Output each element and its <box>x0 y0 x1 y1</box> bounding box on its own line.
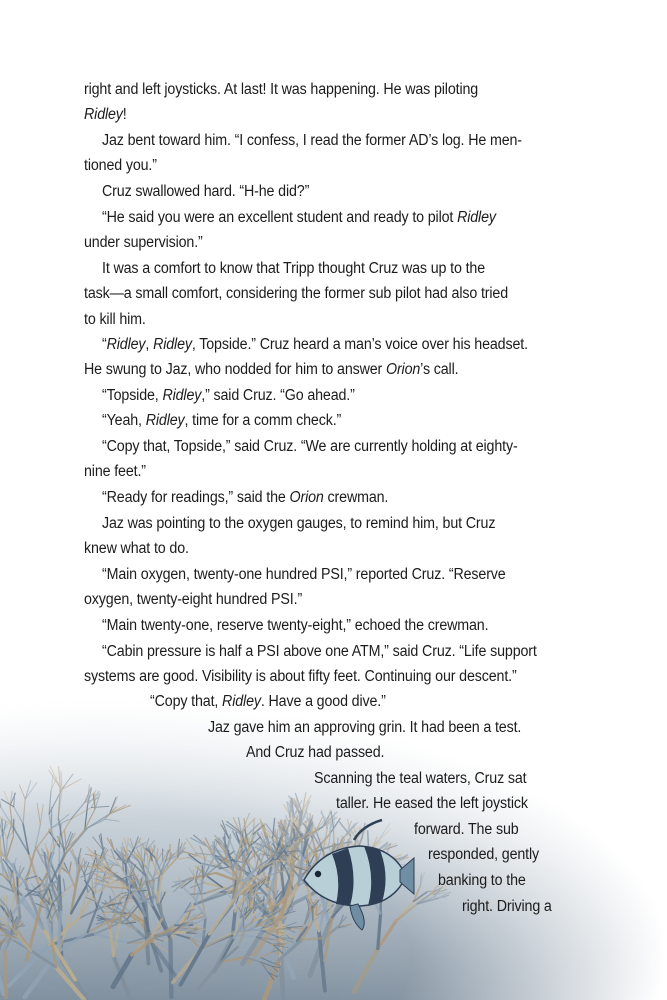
text-line <box>84 591 302 609</box>
text-segment: And Cruz had passed. <box>246 744 385 761</box>
text-segment: task—a small comfort, considering the former sub pilot had also tried <box>84 285 509 302</box>
text-segment: “Main twenty-one, reserve twenty-eight,” echoed the crewman. <box>102 617 489 634</box>
text-segment: right and left joysticks. At last! It was happening. He was piloting <box>84 81 479 98</box>
text-segment: to kill him. <box>84 311 146 328</box>
text-segment: taller. He eased the left joystick <box>336 795 528 812</box>
text-line <box>84 81 478 99</box>
text-segment: Scanning the teal waters, Cruz sat <box>314 770 527 787</box>
text-line <box>84 311 146 329</box>
text-line <box>102 336 528 354</box>
text-line <box>102 209 496 227</box>
text-segment: . Have a good dive.” <box>260 693 386 710</box>
text-segment: nine feet.” <box>84 463 146 480</box>
text-line <box>84 463 146 481</box>
text-segment: “Yeah, <box>102 412 146 429</box>
text-segment: “Copy that, Topside,” said Cruz. “We are currently holding at eighty- <box>102 438 518 455</box>
text-line <box>102 387 355 405</box>
text-line <box>150 693 386 711</box>
text-segment: , Topside.” Cruz heard a man’s voice over his headset. <box>191 336 528 353</box>
text-line <box>102 617 488 635</box>
text-line <box>208 719 521 737</box>
text-line <box>102 489 388 507</box>
italic-text: Orion <box>289 489 324 506</box>
text-segment: systems are good. Visibility is about fifty feet. Continuing our descent.” <box>84 668 517 685</box>
text-segment: “Copy that, <box>150 693 223 710</box>
text-line <box>84 106 127 124</box>
text-line <box>84 157 157 175</box>
text-line <box>246 744 384 762</box>
text-segment: , time for a comm check.” <box>184 412 342 429</box>
italic-text: Ridley <box>457 209 496 226</box>
text-line <box>102 515 495 533</box>
text-segment: responded, gently <box>428 846 540 863</box>
text-segment: oxygen, twenty-eight hundred PSI.” <box>84 591 303 608</box>
text-segment: Cruz swallowed hard. “H-he did?” <box>102 183 310 200</box>
text-segment: “ <box>102 336 107 353</box>
text-segment: right. Driving a <box>462 898 552 915</box>
text-line <box>102 566 506 584</box>
text-line <box>462 898 552 916</box>
text-line <box>84 285 508 303</box>
text-segment: “Cabin pressure is half a PSI above one ATM,” said Cruz. “Life support <box>102 643 537 660</box>
text-segment: forward. The sub <box>414 821 519 838</box>
italic-text: Ridley <box>222 693 261 710</box>
text-segment: He swung to Jaz, who nodded for him to answer <box>84 361 386 378</box>
italic-text: Ridley <box>145 412 185 429</box>
text-line <box>428 846 539 864</box>
text-segment: “Topside, <box>102 387 163 404</box>
text-line <box>102 183 309 201</box>
text-segment: It was a comfort to know that Tripp thought Cruz was up to the <box>102 260 486 277</box>
text-line <box>102 132 522 150</box>
text-segment: Jaz was pointing to the oxygen gauges, to remind him, but Cruz <box>102 515 496 532</box>
text-line <box>102 412 341 430</box>
italic-text: Ridley <box>106 336 146 353</box>
text-segment: Jaz bent toward him. “I confess, I read the former AD’s log. He men- <box>102 132 522 149</box>
italic-text: Ridley <box>153 336 192 353</box>
text-line <box>102 438 518 456</box>
text-line <box>84 361 458 379</box>
text-segment: Jaz gave him an approving grin. It had been a test. <box>208 719 522 736</box>
text-segment: knew what to do. <box>84 540 189 557</box>
text-segment: “Main oxygen, twenty-one hundred PSI,” reported Cruz. “Reserve <box>102 566 506 583</box>
text-segment: tioned you.” <box>84 157 157 174</box>
text-segment: ,” said Cruz. “Go ahead.” <box>201 387 355 404</box>
text-segment: under supervision.” <box>84 234 203 251</box>
text-line <box>84 668 517 686</box>
text-line <box>336 795 528 813</box>
text-segment: ! <box>122 106 127 123</box>
italic-text: Ridley <box>84 106 123 123</box>
text-segment: “Ready for readings,” said the <box>102 489 290 506</box>
text-segment: ’s call. <box>420 361 459 378</box>
text-line <box>102 643 537 661</box>
italic-text: Orion <box>385 361 421 378</box>
text-segment: banking to the <box>438 872 526 889</box>
text-line <box>102 260 485 278</box>
text-line <box>438 872 526 890</box>
text-line <box>84 540 189 558</box>
text-segment: , <box>145 336 154 353</box>
text-segment: crewman. <box>323 489 389 506</box>
italic-text: Ridley <box>162 387 202 404</box>
text-line <box>314 770 526 788</box>
text-segment: “He said you were an excellent student and ready to pilot <box>102 209 458 226</box>
text-line <box>84 234 203 252</box>
text-line <box>414 821 519 839</box>
